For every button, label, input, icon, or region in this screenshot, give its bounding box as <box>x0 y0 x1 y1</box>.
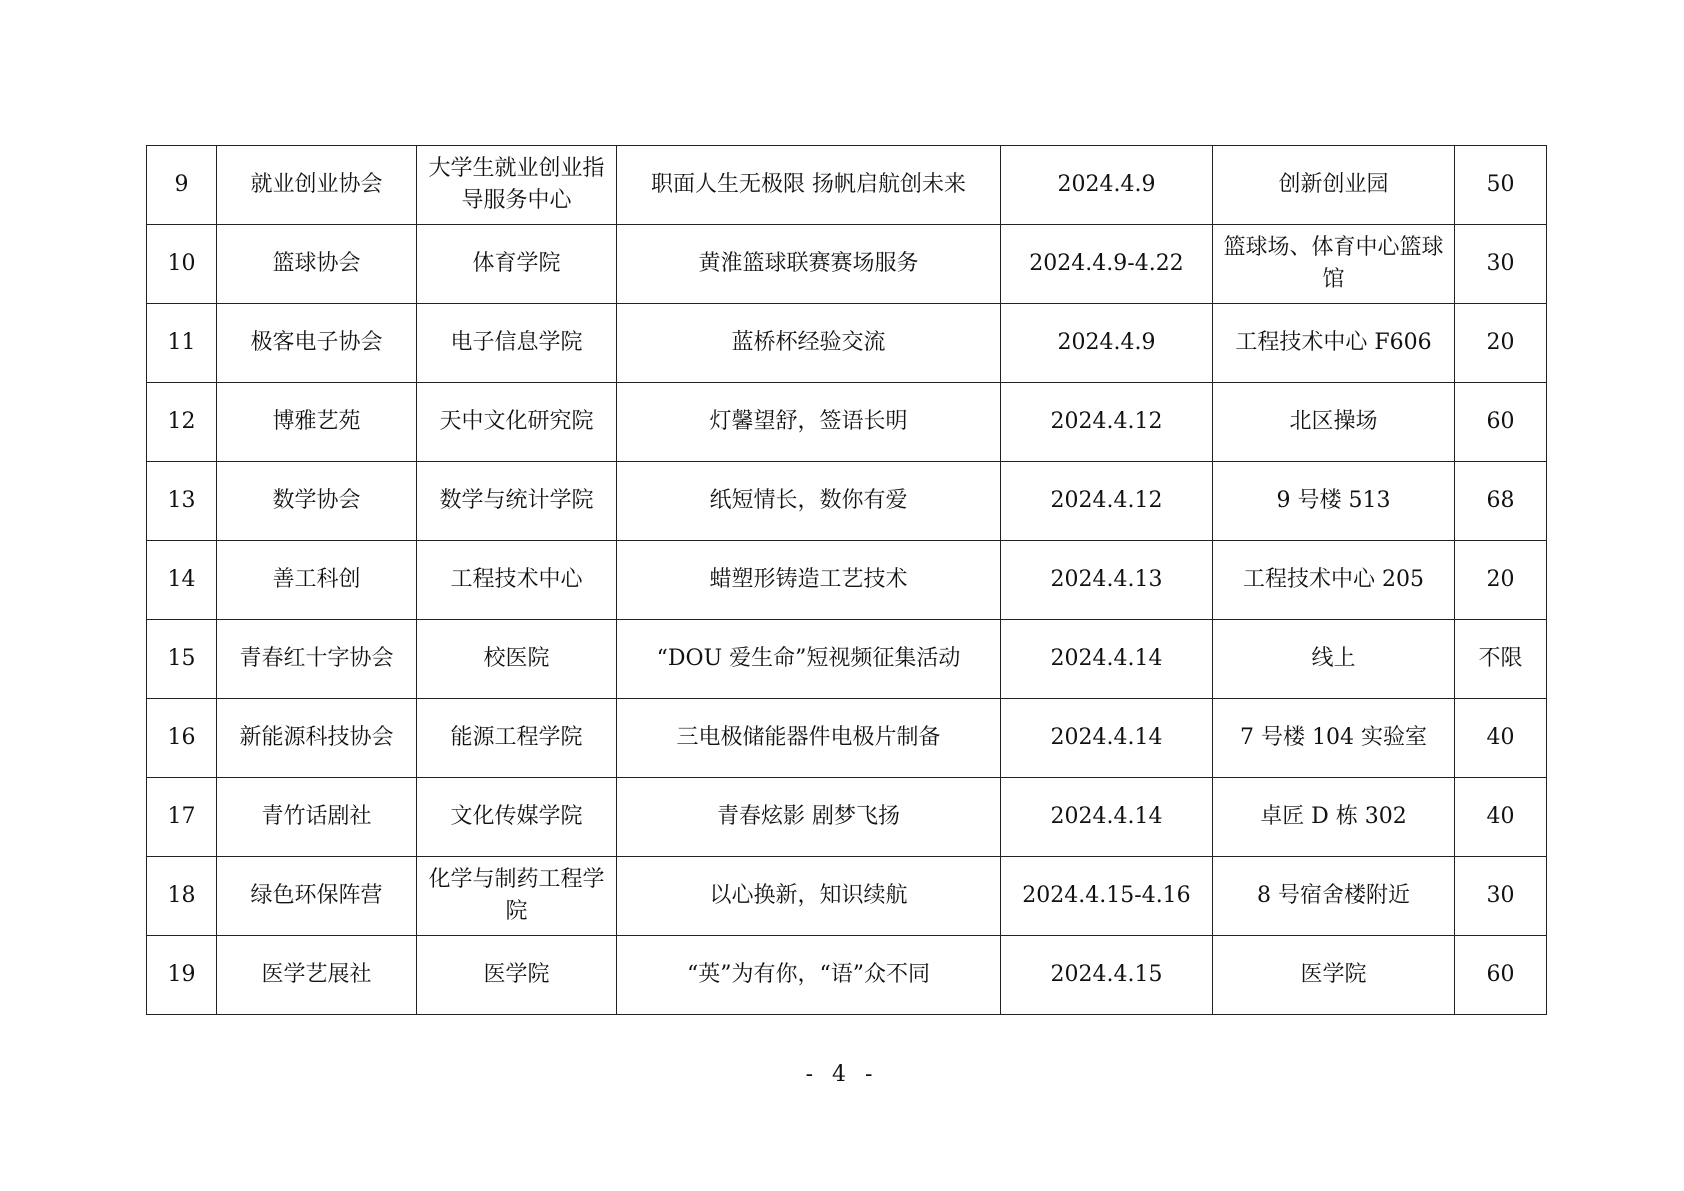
cell-date: 2024.4.14 <box>1001 778 1213 857</box>
cell-activity-name: 黄淮篮球联赛赛场服务 <box>617 225 1001 304</box>
cell-guiding-unit: 工程技术中心 <box>417 541 617 620</box>
cell-guiding-unit: 医学院 <box>417 936 617 1015</box>
cell-club-name: 博雅艺苑 <box>217 383 417 462</box>
cell-guiding-unit: 数学与统计学院 <box>417 462 617 541</box>
table-row <box>147 699 1547 778</box>
cell-guiding-unit: 大学生就业创业指导服务中心 <box>417 146 617 225</box>
cell-location: 卓匠 D 栋 302 <box>1213 778 1455 857</box>
cell-number: 19 <box>147 936 217 1015</box>
cell-location: 北区操场 <box>1213 383 1455 462</box>
cell-date: 2024.4.14 <box>1001 699 1213 778</box>
cell-participant-count: 60 <box>1455 383 1547 462</box>
table-row <box>147 620 1547 699</box>
cell-location: 线上 <box>1213 620 1455 699</box>
table-row <box>147 936 1547 1015</box>
cell-participant-count: 30 <box>1455 225 1547 304</box>
cell-date: 2024.4.15 <box>1001 936 1213 1015</box>
cell-guiding-unit: 能源工程学院 <box>417 699 617 778</box>
cell-date: 2024.4.14 <box>1001 620 1213 699</box>
cell-club-name: 数学协会 <box>217 462 417 541</box>
cell-date: 2024.4.9 <box>1001 304 1213 383</box>
cell-number: 9 <box>147 146 217 225</box>
cell-date: 2024.4.9 <box>1001 146 1213 225</box>
cell-participant-count: 不限 <box>1455 620 1547 699</box>
cell-location: 工程技术中心 F606 <box>1213 304 1455 383</box>
table-row <box>147 146 1547 225</box>
cell-number: 17 <box>147 778 217 857</box>
cell-number: 12 <box>147 383 217 462</box>
cell-participant-count: 30 <box>1455 857 1547 936</box>
cell-club-name: 绿色环保阵营 <box>217 857 417 936</box>
cell-participant-count: 40 <box>1455 778 1547 857</box>
cell-guiding-unit: 化学与制药工程学院 <box>417 857 617 936</box>
cell-date: 2024.4.12 <box>1001 462 1213 541</box>
cell-location: 篮球场、体育中心篮球馆 <box>1213 225 1455 304</box>
cell-club-name: 极客电子协会 <box>217 304 417 383</box>
cell-participant-count: 20 <box>1455 541 1547 620</box>
cell-participant-count: 60 <box>1455 936 1547 1015</box>
cell-activity-name: 三电极储能器件电极片制备 <box>617 699 1001 778</box>
cell-guiding-unit: 电子信息学院 <box>417 304 617 383</box>
cell-activity-name: “DOU 爱生命”短视频征集活动 <box>617 620 1001 699</box>
cell-date: 2024.4.12 <box>1001 383 1213 462</box>
cell-activity-name: 纸短情长，数你有爱 <box>617 462 1001 541</box>
cell-number: 11 <box>147 304 217 383</box>
cell-date: 2024.4.9-4.22 <box>1001 225 1213 304</box>
cell-number: 18 <box>147 857 217 936</box>
cell-club-name: 新能源科技协会 <box>217 699 417 778</box>
cell-club-name: 就业创业协会 <box>217 146 417 225</box>
table-row <box>147 225 1547 304</box>
table-row <box>147 304 1547 383</box>
table-row <box>147 541 1547 620</box>
cell-number: 10 <box>147 225 217 304</box>
cell-number: 16 <box>147 699 217 778</box>
cell-date: 2024.4.15-4.16 <box>1001 857 1213 936</box>
cell-location: 9 号楼 513 <box>1213 462 1455 541</box>
page-number: - 4 - <box>805 1062 879 1087</box>
cell-participant-count: 20 <box>1455 304 1547 383</box>
table-body <box>147 146 1547 1015</box>
cell-activity-name: 职面人生无极限 扬帆启航创未来 <box>617 146 1001 225</box>
cell-guiding-unit: 体育学院 <box>417 225 617 304</box>
cell-location: 7 号楼 104 实验室 <box>1213 699 1455 778</box>
cell-club-name: 善工科创 <box>217 541 417 620</box>
table-row <box>147 778 1547 857</box>
cell-club-name: 篮球协会 <box>217 225 417 304</box>
cell-activity-name: 青春炫影 剧梦飞扬 <box>617 778 1001 857</box>
cell-activity-name: 蜡塑形铸造工艺技术 <box>617 541 1001 620</box>
activity-table <box>146 145 1547 1015</box>
table-row <box>147 383 1547 462</box>
table-row <box>147 462 1547 541</box>
cell-participant-count: 40 <box>1455 699 1547 778</box>
cell-guiding-unit: 文化传媒学院 <box>417 778 617 857</box>
cell-activity-name: 以心换新，知识续航 <box>617 857 1001 936</box>
cell-guiding-unit: 校医院 <box>417 620 617 699</box>
cell-activity-name: “英”为有你，“语”众不同 <box>617 936 1001 1015</box>
table-row <box>147 857 1547 936</box>
cell-club-name: 医学艺展社 <box>217 936 417 1015</box>
cell-activity-name: 蓝桥杯经验交流 <box>617 304 1001 383</box>
cell-location: 医学院 <box>1213 936 1455 1015</box>
cell-number: 14 <box>147 541 217 620</box>
cell-club-name: 青春红十字协会 <box>217 620 417 699</box>
cell-participant-count: 68 <box>1455 462 1547 541</box>
cell-location: 工程技术中心 205 <box>1213 541 1455 620</box>
cell-number: 13 <box>147 462 217 541</box>
cell-activity-name: 灯馨望舒，签语长明 <box>617 383 1001 462</box>
cell-location: 8 号宿舍楼附近 <box>1213 857 1455 936</box>
cell-participant-count: 50 <box>1455 146 1547 225</box>
cell-location: 创新创业园 <box>1213 146 1455 225</box>
cell-number: 15 <box>147 620 217 699</box>
cell-club-name: 青竹话剧社 <box>217 778 417 857</box>
cell-date: 2024.4.13 <box>1001 541 1213 620</box>
cell-guiding-unit: 天中文化研究院 <box>417 383 617 462</box>
